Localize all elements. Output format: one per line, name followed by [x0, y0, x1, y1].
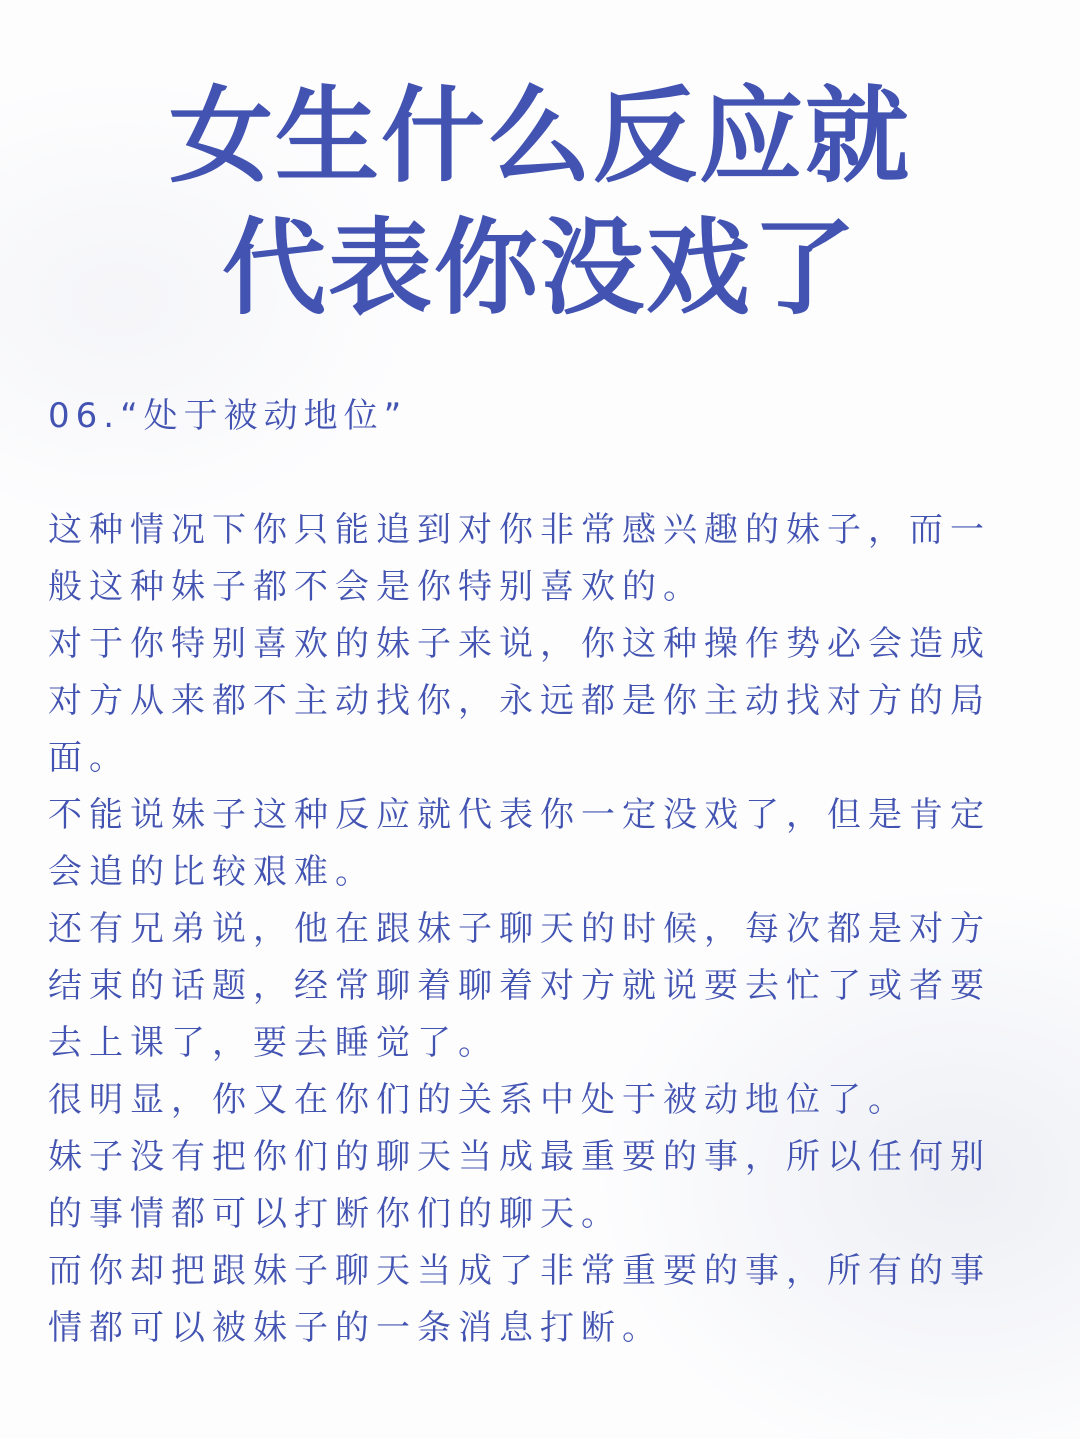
body-line: 去上课了，要去睡觉了。 [48, 1023, 499, 1063]
body-line: 还有兄弟说，他在跟妹子聊天的时候，每次都是对方 [48, 909, 991, 949]
body-line: 妹子没有把你们的聊天当成最重要的事，所以任何别 [48, 1137, 991, 1177]
page-title-line-2: 代表你没戏了 [221, 207, 858, 329]
page-title-line-1: 女生什么反应就 [168, 75, 911, 197]
body-line: 对方从来都不主动找你，永远都是你主动找对方的局 [48, 681, 991, 721]
section-heading: 06.“处于被动地位” [48, 396, 408, 436]
body-line: 面。 [48, 738, 130, 778]
body-line: 对于你特别喜欢的妹子来说，你这种操作势必会造成 [48, 624, 991, 664]
page-title [0, 70, 1080, 334]
body-line: 这种情况下你只能追到对你非常感兴趣的妹子，而一 [48, 510, 991, 550]
body-text [48, 502, 1008, 1357]
body-line: 情都可以被妹子的一条消息打断。 [48, 1308, 663, 1348]
body-line: 结束的话题，经常聊着聊着对方就说要去忙了或者要 [48, 966, 991, 1006]
body-line: 的事情都可以打断你们的聊天。 [48, 1194, 622, 1234]
body-line: 很明显，你又在你们的关系中处于被动地位了。 [48, 1080, 909, 1120]
body-line: 会追的比较艰难。 [48, 852, 376, 892]
body-line: 而你却把跟妹子聊天当成了非常重要的事，所有的事 [48, 1251, 991, 1291]
body-line: 不能说妹子这种反应就代表你一定没戏了，但是肯定 [48, 795, 991, 835]
body-line: 般这种妹子都不会是你特别喜欢的。 [48, 567, 704, 607]
